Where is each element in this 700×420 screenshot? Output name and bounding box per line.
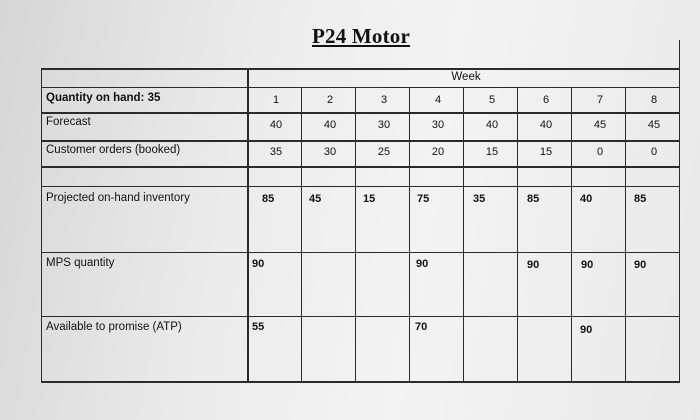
forecast-value: 40 (539, 119, 553, 131)
week-number: 7 (596, 94, 604, 106)
customer-orders-value: 15 (539, 146, 553, 158)
customer-orders-value: 0 (596, 146, 604, 158)
week-number: 1 (272, 94, 280, 106)
week-header-divider (42, 87, 680, 88)
projected-value: 35 (473, 193, 486, 205)
week-header: Week (451, 71, 481, 83)
customer-orders-value: 15 (485, 146, 499, 158)
projected-inventory-label: Projected on-hand inventory (46, 192, 190, 204)
atp-value: 70 (415, 321, 428, 333)
forecast-value: 45 (593, 119, 607, 131)
mps-quantity-label: MPS quantity (46, 257, 115, 269)
column-divider (571, 88, 572, 383)
projected-value: 85 (527, 193, 540, 205)
forecast-value: 30 (431, 119, 445, 131)
atp-value: 90 (580, 324, 593, 336)
forecast-value: 45 (647, 119, 661, 131)
row-divider (42, 252, 680, 253)
mps-value: 90 (252, 258, 265, 270)
row-divider (42, 112, 680, 114)
label-column-divider (247, 68, 249, 383)
forecast-value: 40 (485, 119, 499, 131)
forecast-value: 40 (269, 119, 283, 131)
forecast-label: Forecast (46, 116, 91, 128)
forecast-value: 30 (377, 119, 391, 131)
table-left-border (41, 68, 42, 383)
table-top-border (42, 68, 680, 70)
row-divider (42, 316, 680, 317)
customer-orders-value: 35 (269, 146, 283, 158)
week-number: 2 (326, 94, 334, 106)
week-number: 4 (434, 94, 442, 106)
atp-value: 55 (252, 321, 265, 333)
column-divider (409, 88, 410, 383)
table-right-border (679, 40, 680, 383)
projected-value: 85 (262, 193, 275, 205)
quantity-on-hand-label: Quantity on hand: 35 (46, 92, 161, 104)
customer-orders-value: 25 (377, 146, 391, 158)
projected-value: 85 (634, 193, 647, 205)
mps-value: 90 (581, 259, 594, 271)
projected-value: 75 (417, 193, 430, 205)
week-number: 5 (488, 94, 496, 106)
column-divider (463, 88, 464, 383)
forecast-value: 40 (323, 119, 337, 131)
column-divider (355, 88, 356, 383)
projected-value: 15 (363, 193, 376, 205)
mps-value: 90 (416, 258, 429, 270)
customer-orders-value: 0 (650, 146, 658, 158)
row-divider (42, 166, 680, 168)
projected-value: 40 (580, 193, 593, 205)
row-divider (42, 186, 680, 187)
week-number: 3 (380, 94, 388, 106)
column-divider (517, 88, 518, 383)
page-title: P24 Motor (312, 24, 411, 48)
column-divider (625, 88, 626, 383)
mps-value: 90 (527, 259, 540, 271)
week-number: 8 (650, 94, 658, 106)
projected-value: 45 (309, 193, 322, 205)
row-divider (42, 140, 680, 142)
customer-orders-value: 30 (323, 146, 337, 158)
customer-orders-label: Customer orders (booked) (46, 144, 181, 156)
week-number: 6 (542, 94, 550, 106)
customer-orders-value: 20 (431, 146, 445, 158)
atp-label: Available to promise (ATP) (46, 321, 182, 333)
table-bottom-border (42, 381, 680, 383)
mps-value: 90 (634, 259, 647, 271)
column-divider (301, 88, 302, 383)
